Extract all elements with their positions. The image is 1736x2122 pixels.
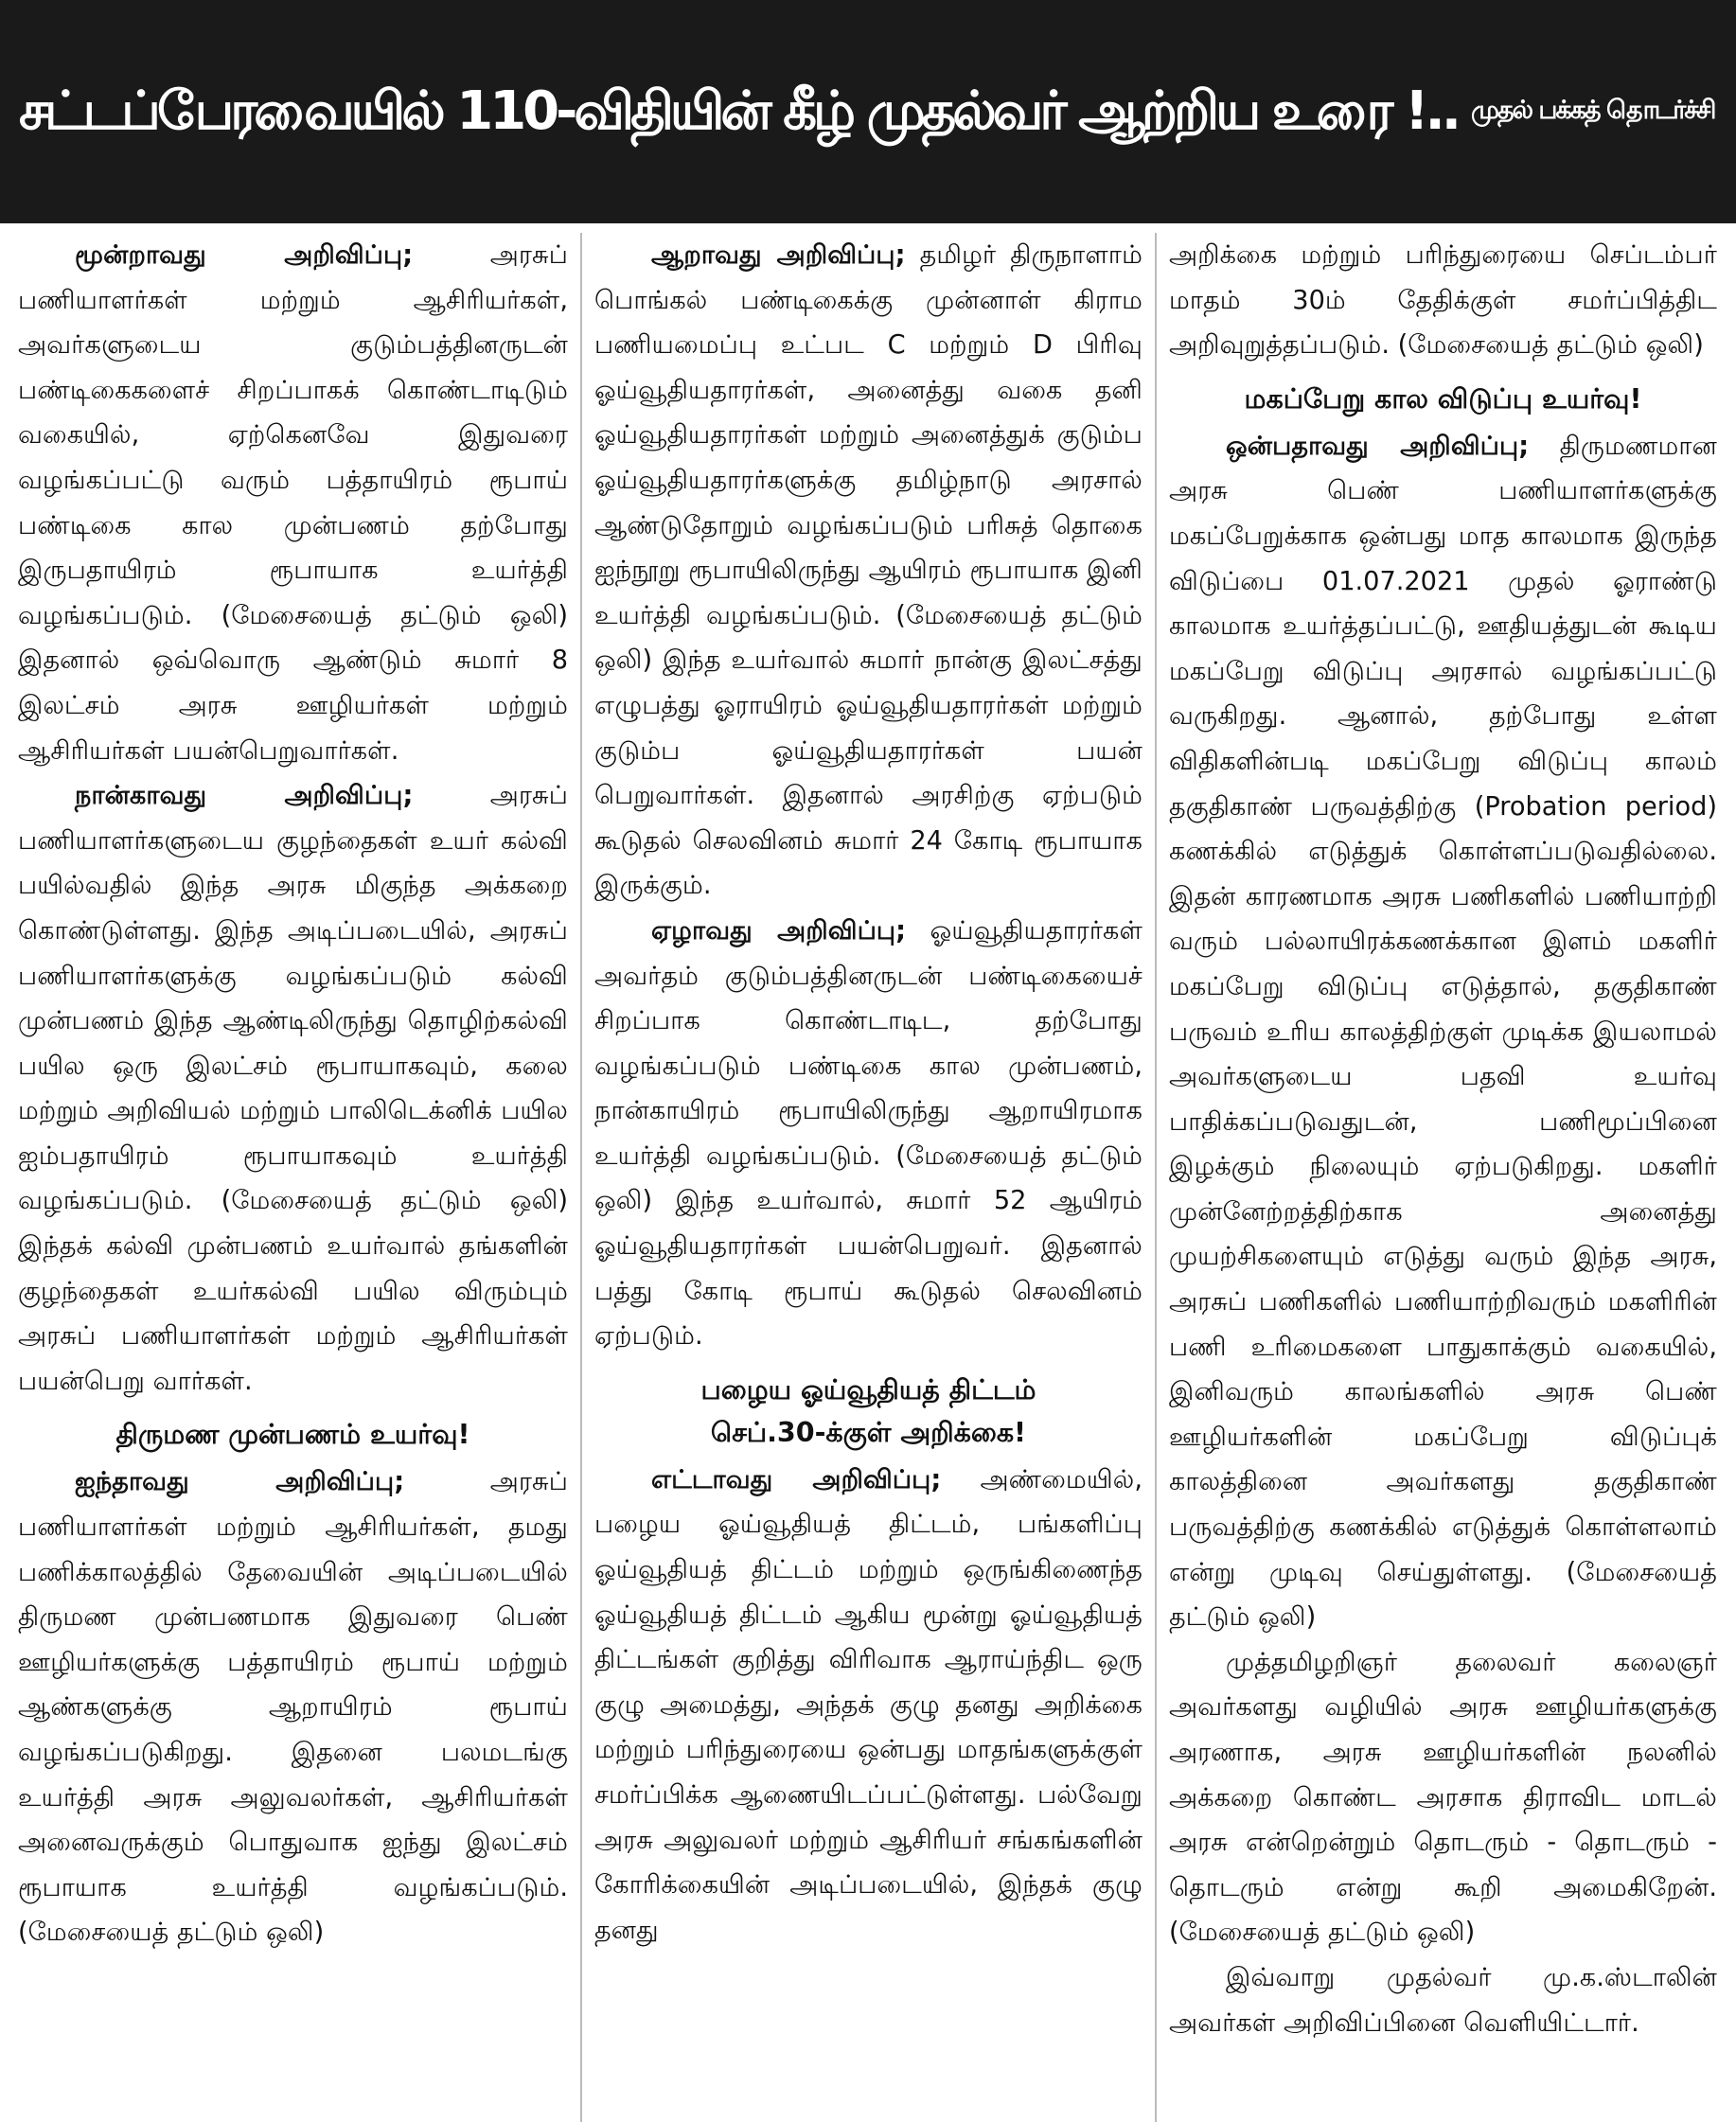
announcement-text: அரசுப் பணியாளர்கள் மற்றும் ஆசிரியர்கள், அவர்களுடைய குடும்பத்தினருடன் பண்டிகைகளைச் சிறப்பாகக் கொண்டாடிடும் வகையில், ஏற்கெனவே இதுவரை வழங்கப்பட்டு வரும் பத்தாயிரம் ரூபாய் பண்டிகை கால முன்பணம் தற்போது இருபதாயிரம் ரூபாயாக உயர்த்தி வழங்கப்படும். (மேசையைத் தட்டும் ஒலி) இதனால் ஒவ்வொரு ஆண்டும் சுமார் 8 இலட்சம் அரசு ஊழியர்கள் மற்றும் ஆசிரியர்கள் பயன்பெறுவார்கள். — [18, 240, 568, 766]
announcement-text: திருமணமான அரசு பெண் பணியாளர்களுக்கு மகப்பேறுக்காக ஒன்பது மாத காலமாக இருந்த விடுப்பை 01.07.2021 முதல் ஓராண்டு காலமாக உயர்த்தப்பட்டு, ஊதியத்துடன் கூடிய மகப்பேறு விடுப்பு அரசால் வழங்கப்பட்டு வருகிறது. ஆனால், தற்போது உள்ள விதிகளின்படி மகப்பேறு விடுப்பு காலம் தகுதிகாண் பருவத்திற்கு (Probation period) கணக்கில் எடுத்துக் கொள்ளப்படுவதில்லை. இதன் காரணமாக அரசு பணிகளில் பணியாற்றி வரும் பல்லாயிரக்கணக்கான இளம் மகளிர் மகப்பேறு விடுப்பு எடுத்தால், தகுதிகாண் பருவம் உரிய காலத்திற்குள் முடிக்க இயலாமல் அவர்களுடைய பதவி உயர்வு பாதிக்கப்படுவதுடன், பணிமூப்பினை இழக்கும் நிலையும் ஏற்படுகிறது. மகளிர் முன்னேற்றத்திற்காக அனைத்து முயற்சிகளையும் எடுத்து வரும் இந்த அரசு, அரசுப் பணிகளில் பணியாற்றிவரும் மகளிரின் பணி உரிமைகளை பாதுகாக்கும் வகையில், இனிவரும் காலங்களில் அரசு பெண் ஊழியர்களின் மகப்பேறு விடுப்புக் காலத்தினை அவர்களது தகுதிகாண் பருவத்திற்கு கணக்கில் எடுத்துக் கொள்ளலாம் என்று முடிவு செய்துள்ளது. (மேசையைத் தட்டும் ஒலி) — [1169, 431, 1717, 1633]
headline-banner — [0, 0, 1736, 223]
announcement-3 — [18, 233, 568, 773]
announcement-lead: மூன்றாவது அறிவிப்பு; — [75, 240, 414, 270]
subheading-marriage-advance: திருமண முன்பணம் உயர்வு! — [115, 1419, 470, 1451]
article-columns — [0, 223, 1736, 2122]
subheading-line-2: செப்.30-க்குள் அறிக்கை! — [710, 1416, 1027, 1448]
subheading-pension-report — [594, 1369, 1143, 1454]
closing-paragraph: முத்தமிழறிஞர் தலைவர் கலைஞர் அவர்களது வழியில் அரசு ஊழியர்களுக்கு அரணாக, அரசு ஊழியர்களின் நலனில் அக்கறை கொண்ட அரசாக திராவிட மாடல் அரசு என்றென்றும் தொடரும் - தொடரும் - தொடரும் என்று கூறி அமைகிறேன். (மேசையைத் தட்டும் ஒலி) — [1169, 1647, 1717, 1948]
announcement-8 — [594, 1458, 1143, 1954]
announcement-text: தமிழர் திருநாளாம் பொங்கல் பண்டிகைக்கு முன்னாள் கிராம பணியமைப்பு உட்பட C மற்றும் D பிரிவு ஓய்வூதியதாரர்கள், அனைத்து வகை தனி ஓய்வூதியதாரர்கள் மற்றும் அனைத்துக் குடும்ப ஓய்வூதியதாரர்களுக்கு தமிழ்நாடு அரசால் ஆண்டுதோறும் வழங்கப்படும் பரிசுத் தொகை ஐந்நூறு ரூபாயிலிருந்து ஆயிரம் ரூபாயாக இனி உயர்த்தி வழங்கப்படும். (மேசையைத் தட்டும் ஒலி) இந்த உயர்வால் சுமார் நான்கு இலட்சத்து எழுபத்து ஓராயிரம் ஓய்வூதியதாரர்கள் மற்றும் குடும்ப ஓய்வூதியதாரர்கள் பயன் பெறுவார்கள். இதனால் அரசிற்கு ஏற்படும் கூடுதல் செலவினம் சுமார் 24 கோடி ரூபாயாக இருக்கும். — [594, 240, 1143, 901]
announcement-lead: ஏழாவது அறிவிப்பு; — [651, 915, 907, 946]
closing-note: இவ்வாறு முதல்வர் மு.க.ஸ்டாலின் அவர்கள் அறிவிப்பினை வெளியிட்டார். — [1169, 1962, 1717, 2038]
announcement-text: ஓய்வூதியதாரர்கள் அவர்தம் குடும்பத்தினருடன் பண்டிகையைச் சிறப்பாக கொண்டாடிட, தற்போது வழங்கப்படும் பண்டிகை கால முன்பணம், நான்காயிரம் ரூபாயிலிருந்து ஆறாயிரமாக உயர்த்தி வழங்கப்படும். (மேசையைத் தட்டும் ஒலி) இந்த உயர்வால், சுமார் 52 ஆயிரம் ஓய்வூதியதாரர்கள் பயன்பெறுவர். இதனால் பத்து கோடி ரூபாய் கூடுதல் செலவினம் ஏற்படும். — [594, 915, 1143, 1352]
announcement-7 — [594, 909, 1143, 1359]
announcement-5 — [18, 1459, 568, 1955]
announcement-lead: எட்டாவது அறிவிப்பு; — [651, 1464, 942, 1494]
announcement-text: அரசுப் பணியாளர்கள் மற்றும் ஆசிரியர்கள், தமது பணிக்காலத்தில் தேவையின் அடிப்படையில் திருமண முன்பணமாக இதுவரை பெண் ஊழியர்களுக்கு பத்தாயிரம் ரூபாய் மற்றும் ஆண்களுக்கு ஆறாயிரம் ரூபாய் வழங்கப்படுகிறது. இதனை பலமடங்கு உயர்த்தி அரசு அலுவலர்கள், ஆசிரியர்கள் அனைவருக்கும் பொதுவாக ஐந்து இலட்சம் ரூபாயாக உயர்த்தி வழங்கப்படும். (மேசையைத் தட்டும் ஒலி) — [18, 1467, 568, 1948]
announcement-text: அரசுப் பணியாளர்களுடைய குழந்தைகள் உயர் கல்வி பயில்வதில் இந்த அரசு மிகுந்த அக்கறை கொண்டுள்ளது. இந்த அடிப்படையில், அரசுப் பணியாளர்களுக்கு வழங்கப்படும் கல்வி முன்பணம் இந்த ஆண்டிலிருந்து தொழிற்கல்வி பயில ஒரு இலட்சம் ரூபாயாகவும், கலை மற்றும் அறிவியல் மற்றும் பாலிடெக்னிக் பயில ஐம்பதாயிரம் ரூபாயாகவும் உயர்த்தி வழங்கப்படும். (மேசையைத் தட்டும் ஒலி) இந்தக் கல்வி முன்பணம் உயர்வால் தங்களின் குழந்தைகள் உயர்கல்வி பயில விரும்பும் அரசுப் பணியாளர்கள் மற்றும் ஆசிரியர்கள் பயன்பெறு வார்கள். — [18, 781, 569, 1396]
announcement-lead: ஆறாவது அறிவிப்பு; — [651, 240, 906, 270]
announcement-text: அண்மையில், பழைய ஓய்வூதியத் திட்டம், பங்களிப்பு ஓய்வூதியத் திட்டம் மற்றும் ஒருங்கிணைந்த ஓய்வூதியத் திட்டம் ஆகிய மூன்று ஓய்வூதியத் திட்டங்கள் குறித்து விரிவாக ஆராய்ந்திட ஒரு குழு அமைத்து, அந்தக் குழு தனது அறிக்கை மற்றும் பரிந்துரையை ஒன்பது மாதங்களுக்குள் சமர்ப்பிக்க ஆணையிடப்பட்டுள்ளது. பல்வேறு அரசு அலுவலர் மற்றும் ஆசிரியர் சங்கங்களின் கோரிக்கையின் அடிப்படையில், இந்தக் குழு தனது — [594, 1464, 1143, 1945]
announcement-6 — [594, 233, 1143, 909]
continuation-label: முதல் பக்கத் தொடர்ச்சி — [1471, 95, 1715, 125]
announcement-lead: ஒன்பதாவது அறிவிப்பு; — [1226, 431, 1530, 461]
column-1 — [6, 233, 580, 2122]
announcement-8-continued: அறிக்கை மற்றும் பரிந்துரையை செப்டம்பர் மாதம் 30ம் தேதிக்குள் சமர்ப்பித்திட அறிவுறுத்தப்படும். (மேசையைத் தட்டும் ஒலி) — [1169, 240, 1717, 361]
announcement-4 — [18, 773, 568, 1404]
subheading-line-1: பழைய ஓய்வூதியத் திட்டம் — [700, 1373, 1036, 1406]
announcement-lead: நான்காவது அறிவிப்பு; — [75, 781, 414, 811]
column-3 — [1155, 233, 1729, 2122]
column-2 — [580, 233, 1155, 2122]
announcement-9 — [1169, 424, 1717, 1640]
headline: சட்டப்பேரவையில் 110-விதியின் கீழ் முதல்வர் ஆற்றிய உரை !.. — [19, 80, 1459, 142]
subheading-maternity-leave: மகப்பேறு கால விடுப்பு உயர்வு! — [1244, 382, 1642, 415]
announcement-lead: ஐந்தாவது அறிவிப்பு; — [75, 1467, 405, 1497]
